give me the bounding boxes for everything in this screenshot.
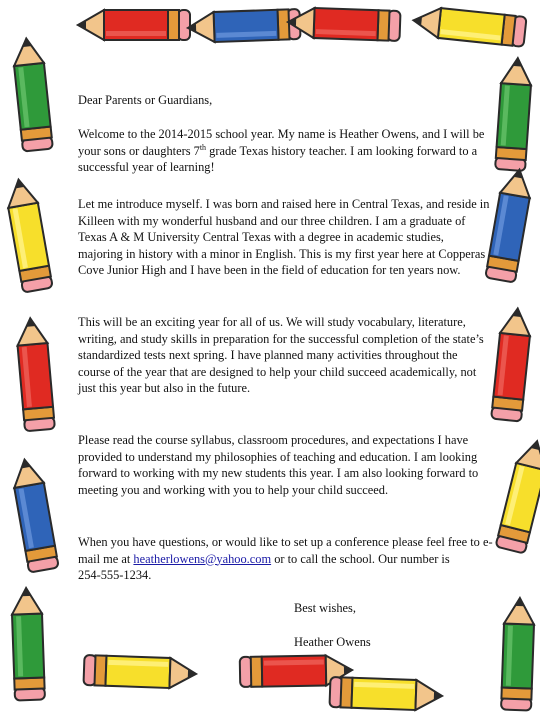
ordinal-suffix: th — [199, 142, 207, 152]
pencil-right-5 — [501, 596, 535, 711]
pencil-left-3 — [15, 315, 55, 431]
pencil-right-2 — [485, 165, 534, 282]
welcome-text-a: Welcome to the 2014-2015 school year. My name is Heather Owens, and I will be your sons or daughters 7 — [78, 127, 485, 158]
pencil-top-4 — [410, 5, 527, 47]
welcome-text-b: grade Texas history teacher. I am looking forward to a successful year of learning! — [78, 143, 478, 175]
pencil-top-1 — [76, 10, 190, 40]
pencil-right-1 — [495, 55, 533, 171]
introduction-paragraph: Let me introduce myself. I was born and raised here in Central Texas, and reside in Killeen with my wonderful husband and our three children. I am a graduate of Texas A & M University Central Texas with a degree in academic studies, majoring in history with a minor in English. This is my first year here at Copperas Cove Junior High and I have been in the field of education for ten years now. — [78, 197, 490, 278]
pencil-left-5 — [11, 586, 45, 701]
pencil-right-4 — [495, 436, 540, 554]
contact-text-b: or to call the school. Our number is — [271, 551, 450, 566]
salutation: Dear Parents or Guardians, — [78, 93, 213, 107]
contact-paragraph — [78, 534, 494, 584]
phone-number: 254-555-1234. — [78, 568, 152, 583]
pencil-bottom-3 — [329, 677, 444, 711]
pencil-right-3 — [491, 305, 533, 422]
syllabus-paragraph: Please read the course syllabus, classroom procedures, and expectations I have provided to understand my philosophies of teaching and education. I am looking forward to working with my new students this year. I am also looking forward to meeting you and working with you to help your child succeed. — [78, 433, 479, 497]
pencil-left-2 — [3, 175, 52, 292]
signature: Heather Owens — [294, 635, 371, 649]
welcome-paragraph — [78, 126, 488, 176]
contact-text-a: When you have questions, or would like to set up a conference please feel free to e-mail me at — [78, 535, 493, 566]
pencil-top-2 — [186, 9, 301, 43]
year-plan-paragraph: This will be an exciting year for all of us. We will study vocabulary, literature, writing, and study skills in preparation for the successful completion of the state’s standardized tests next spring. I have planned many activities throughout the course of the year that are designed to help your child succeed academically, not just this year but also in the future. — [78, 315, 484, 396]
email-link[interactable]: heatherlowens@yahoo.com — [133, 551, 272, 566]
pencil-left-1 — [11, 35, 53, 152]
pencil-bottom-1 — [83, 655, 198, 689]
pencil-top-3 — [286, 7, 401, 41]
pencil-left-4 — [9, 455, 58, 572]
closing: Best wishes, — [294, 601, 356, 615]
